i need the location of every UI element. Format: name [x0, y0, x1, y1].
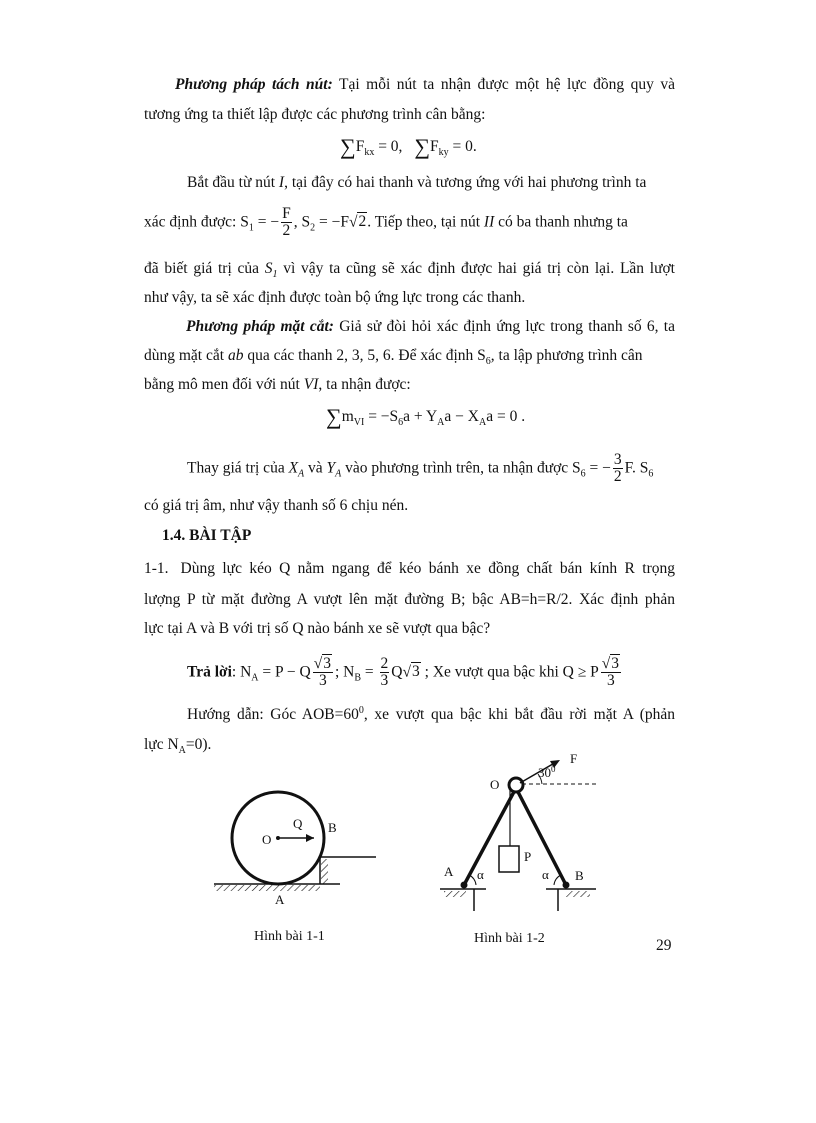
para-result-line-2: có giá trị âm, như vậy thanh số 6 chịu nén. — [144, 497, 409, 514]
label-F: F — [570, 751, 578, 766]
method-section-heading: Phương pháp mặt cắt: — [186, 318, 334, 335]
label-P: P — [524, 849, 532, 864]
hint-line-1 — [187, 705, 675, 724]
eq-term: = − — [585, 459, 611, 477]
label-O: O — [490, 777, 500, 792]
exercise-number: 1-1. — [144, 560, 169, 577]
para-text: . Tiếp theo, tại nút — [367, 213, 484, 231]
eq-sub: 1 — [272, 269, 278, 281]
figure-1-1-caption: Hình bài 1-1 — [254, 929, 325, 944]
eq-sub: A — [478, 417, 487, 429]
support-B-pin — [563, 882, 570, 889]
eq-term: Y — [326, 459, 336, 477]
para-text: xác định được: — [144, 213, 241, 231]
answer-line — [187, 656, 623, 690]
frac-den: 2 — [282, 222, 291, 240]
force-Q-arrowhead — [306, 834, 314, 842]
label-O: O — [262, 832, 272, 847]
para-text: , ta nhận được: — [318, 376, 411, 393]
frac-num: F — [282, 205, 291, 222]
sqrt-content: 3 — [412, 663, 420, 681]
para-text: dùng mặt cắt — [144, 347, 228, 364]
ground-B-hatch — [566, 891, 590, 897]
para-node-I-line-2 — [144, 206, 628, 240]
eq-sub: A — [178, 745, 186, 757]
para-text: Hướng dẫn: Góc AOB=60 — [187, 706, 359, 724]
node-label: I — [278, 174, 285, 191]
sigma-symbol: ∑ — [414, 134, 430, 159]
sqrt-content: 2 — [358, 213, 367, 231]
eq-sub: VI — [353, 417, 365, 429]
para-text: qua các thanh 2, 3, 5, 6. Để xác định S — [243, 347, 486, 364]
label-Q: Q — [293, 816, 303, 831]
frac-den: 3 — [606, 672, 615, 690]
para-nodes-line-1 — [144, 76, 675, 94]
eq-term: ; N — [335, 663, 355, 681]
equation-moment — [326, 404, 525, 430]
para-text: Dùng lực kéo Q nằm ngang để kéo bánh xe đồng chất bán kính R trọng — [180, 560, 675, 577]
bar-OB — [516, 788, 566, 885]
label-A: A — [275, 892, 285, 907]
frac-num: √3 — [313, 655, 331, 672]
sqrt-sign: √ — [348, 213, 358, 231]
center-dot — [276, 836, 280, 840]
eq-term: a − X — [444, 408, 479, 425]
eq-term: a + Y — [403, 408, 438, 425]
equation-sum-forces — [340, 134, 477, 160]
para-node-I-line-1 — [187, 174, 646, 192]
para-text: và — [304, 459, 327, 477]
para-text: bằng mô men đối với nút — [144, 376, 304, 393]
para-text: có ba thanh nhưng ta — [494, 213, 628, 231]
eq-term: = −S — [364, 408, 399, 425]
sqrt-content: 3 — [323, 655, 331, 672]
method-nodes-heading: Phương pháp tách nút: — [175, 76, 333, 93]
label-30-sup: 0 — [551, 764, 556, 774]
para-result-line-1 — [187, 452, 653, 486]
para-text: lực N — [144, 736, 179, 753]
figure-1-1 — [200, 780, 400, 920]
road-A-hatch — [214, 885, 320, 891]
figure-1-2 — [430, 743, 620, 923]
eq-term: Q — [391, 663, 403, 681]
weight-P — [499, 846, 519, 872]
label-alpha-left: α — [477, 867, 484, 882]
para-node-I-line-3 — [144, 260, 675, 280]
para-section-line-2 — [144, 347, 643, 367]
para-section-line-3 — [144, 376, 411, 394]
node-label: VI — [303, 376, 319, 393]
para-text: Tại mỗi nút ta nhận được một hệ lực đồng quy và — [339, 76, 675, 93]
eq-term: ; Xe vượt qua bậc khi Q ≥ P — [420, 663, 599, 681]
pulley-O — [509, 778, 523, 792]
hint-line-2 — [144, 736, 211, 756]
eq-term: = P − Q — [258, 663, 311, 681]
eq-sub: 1 — [248, 222, 254, 234]
eq-sub: A — [335, 468, 342, 480]
eq-term: , S — [293, 213, 311, 231]
eq-term: F. S — [624, 459, 649, 477]
para-text: , tại đây có hai thanh và tương ứng với hai phương trình ta — [284, 174, 647, 191]
para-text: , ta lập phương trình cân — [490, 347, 643, 364]
frac-num: 2 — [380, 655, 389, 672]
frac-num: 3 — [613, 451, 622, 468]
para-text: vào phương trình trên, ta nhận được S — [341, 459, 581, 477]
eq-term: X — [288, 459, 299, 477]
page-number: 29 — [656, 937, 672, 954]
para-text: vì vậy ta cũng sẽ xác định được hai giá trị còn lại. Lần lượt — [277, 260, 675, 277]
para-text: , xe vượt qua bậc khi bắt đầu rời mặt A (phản — [363, 706, 675, 724]
label-B: B — [328, 820, 337, 835]
eq-sub: B — [354, 672, 362, 684]
eq-term: : N — [231, 663, 252, 681]
label-30: 30 — [538, 765, 551, 780]
para-text: Giả sử đòi hỏi xác định ứng lực trong thanh số 6, ta — [339, 318, 675, 335]
sigma-symbol: ∑ — [326, 404, 342, 429]
label-alpha-right: α — [542, 867, 549, 882]
figure-1-2-caption: Hình bài 1-2 — [474, 931, 545, 946]
eq-term: = − — [253, 213, 280, 231]
eq-sub: ky — [438, 147, 449, 159]
eq-sub: 6 — [398, 417, 404, 429]
fraction-sqrt3-over-3 — [313, 656, 333, 690]
exercise-1-1-line-2: lượng P từ mặt đường A vượt lên mặt đường B; bậc AB=h=R/2. Xác định phản — [144, 591, 675, 608]
eq-term: F — [430, 138, 439, 155]
support-A-pin — [461, 882, 468, 889]
para-text: đã biết giá trị của — [144, 260, 265, 277]
eq-term: m — [341, 408, 354, 425]
eq-term: = — [361, 663, 378, 681]
section-title: 1.4. BÀI TẬP — [162, 527, 252, 544]
sqrt-sign: √ — [402, 663, 412, 681]
eq-sub: kx — [364, 147, 375, 159]
fraction-sqrt3-over-3 — [601, 656, 621, 690]
eq-term: a = 0 . — [486, 408, 526, 425]
para-text: Bắt đầu từ nút — [187, 174, 279, 191]
eq-sub: A — [251, 672, 259, 684]
frac-den: 3 — [380, 672, 389, 690]
label-A: A — [444, 864, 454, 879]
para-node-I-line-4: như vậy, ta sẽ xác định được toàn bộ ứng lực trong các thanh. — [144, 289, 526, 306]
exercise-1-1-line-3: lực tại A và B với trị số Q nào bánh xe sẽ vượt qua bậc? — [144, 620, 491, 637]
para-text: =0). — [185, 736, 212, 753]
sqrt-content: 3 — [611, 655, 619, 672]
eq-sub: 2 — [310, 222, 316, 234]
sigma-symbol: ∑ — [340, 134, 356, 159]
eq-term: = −F — [315, 213, 349, 231]
eq-sub: 6 — [648, 468, 654, 480]
frac-den: 3 — [318, 672, 327, 690]
section-label: ab — [227, 347, 244, 364]
eq-term: S — [264, 260, 273, 277]
ground-A-hatch — [444, 891, 466, 897]
para-nodes-line-2: tương ứng ta thiết lập được các phương trình cân bằng: — [144, 106, 486, 123]
eq-sub: 6 — [580, 468, 586, 480]
node-label: II — [483, 213, 495, 231]
eq-sub: A — [437, 417, 445, 429]
fraction-3-over-2 — [613, 452, 623, 486]
frac-den: 2 — [613, 468, 622, 486]
eq-term: = 0. — [448, 138, 477, 155]
eq-sub: A — [298, 468, 305, 480]
eq-term: S — [240, 213, 249, 231]
fraction-F-over-2 — [281, 206, 292, 240]
label-30deg — [538, 764, 556, 780]
answer-label: Trả lời — [187, 663, 232, 681]
eq-term: = 0, — [374, 138, 403, 155]
eq-term: F — [355, 138, 365, 155]
frac-num: √3 — [601, 655, 619, 672]
fraction-2-over-3 — [380, 656, 390, 690]
exercise-1-1-line-1 — [144, 560, 675, 578]
step-hatch — [321, 859, 328, 884]
label-B: B — [575, 868, 584, 883]
degree-sup: 0 — [358, 705, 364, 716]
eq-sub: 6 — [485, 356, 491, 368]
para-section-line-1 — [144, 318, 675, 336]
para-text: Thay giá trị của — [187, 459, 289, 477]
